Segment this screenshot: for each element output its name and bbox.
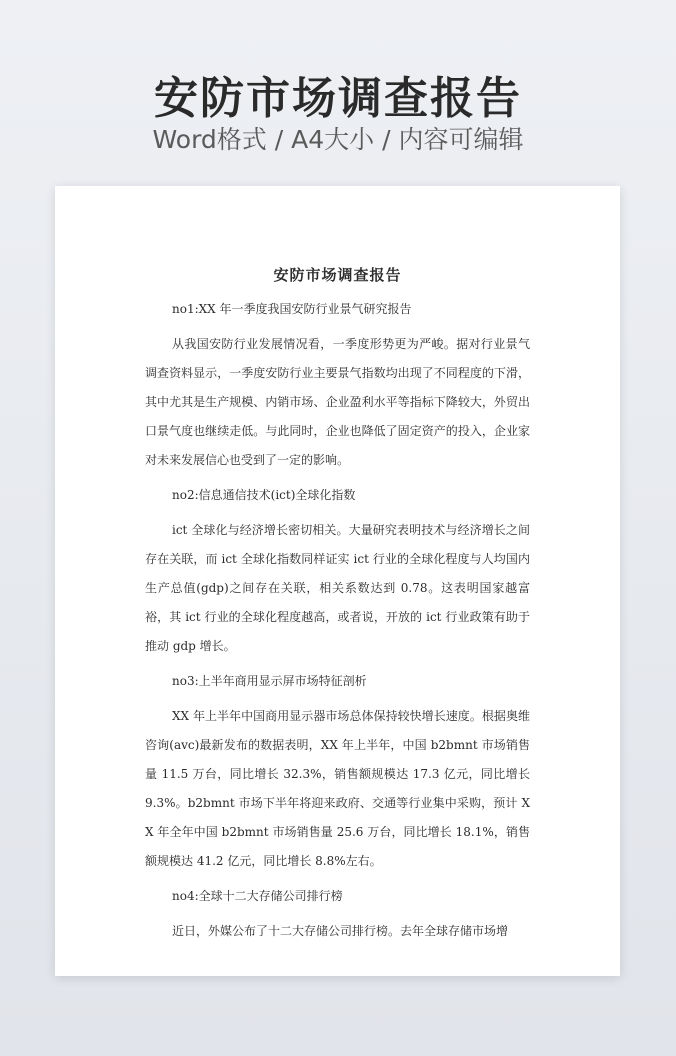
section-paragraph-2: ict 全球化与经济增长密切相关。大量研究表明技术与经济增长之间存在关联，而 ict 全球化指数同样证实 ict 行业的全球化程度与人均国内生产总值(gdp)之间存在关联，相关系数达到 0.78。这表明国家越富裕，其 ict 行业的全球化程度越高，或者说，开放的 ict 行业政策有助于推动 gdp 增长。 (145, 523, 530, 653)
document-title: 安防市场调查报告 (273, 266, 402, 284)
section-paragraph-4: 近日，外媒公布了十二大存储公司排行榜。去年全球存储市场增 (172, 924, 509, 938)
section-heading-1: no1:XX 年一季度我国安防行业景气研究报告 (172, 302, 412, 316)
section-heading-4: no4:全球十二大存储公司排行榜 (172, 889, 343, 903)
section-paragraph-3: XX 年上半年中国商用显示器市场总体保持较快增长速度。根据奥维咨询(avc)最新发布的数据表明，XX 年上半年，中国 b2bmnt 市场销售量 11.5 万台，同比增长 32.3%，销售额规模达 17.3 亿元，同比增长 9.3%。b2bmnt 市场下半年将迎来政府、交通等行业集中采购，预计 XX 年全年中国 b2bmnt 市场销售量 25.6 万台，同比增长 18.1%，销售额规模达 41.2 亿元，同比增长 8.8%左右。 (145, 709, 530, 868)
section-paragraph-1: 从我国安防行业发展情况看，一季度形势更为严峻。据对行业景气调查资料显示，一季度安防行业主要景气指数均出现了不同程度的下滑，其中尤其是生产规模、内销市场、企业盈利水平等指标下降较大，外贸出口景气度也继续走低。与此同时，企业也降低了固定资产的投入，企业家对未来发展信心也受到了一定的影响。 (145, 337, 530, 467)
section-heading-2: no2:信息通信技术(ict)全球化指数 (172, 488, 356, 502)
section-heading-3: no3:上半年商用显示屏市场特征剖析 (172, 674, 367, 688)
document-page (55, 186, 620, 976)
banner-title: 安防市场调查报告 (154, 73, 522, 124)
banner-subtitle: Word格式 / A4大小 / 内容可编辑 (152, 125, 524, 154)
document-body (145, 264, 530, 958)
